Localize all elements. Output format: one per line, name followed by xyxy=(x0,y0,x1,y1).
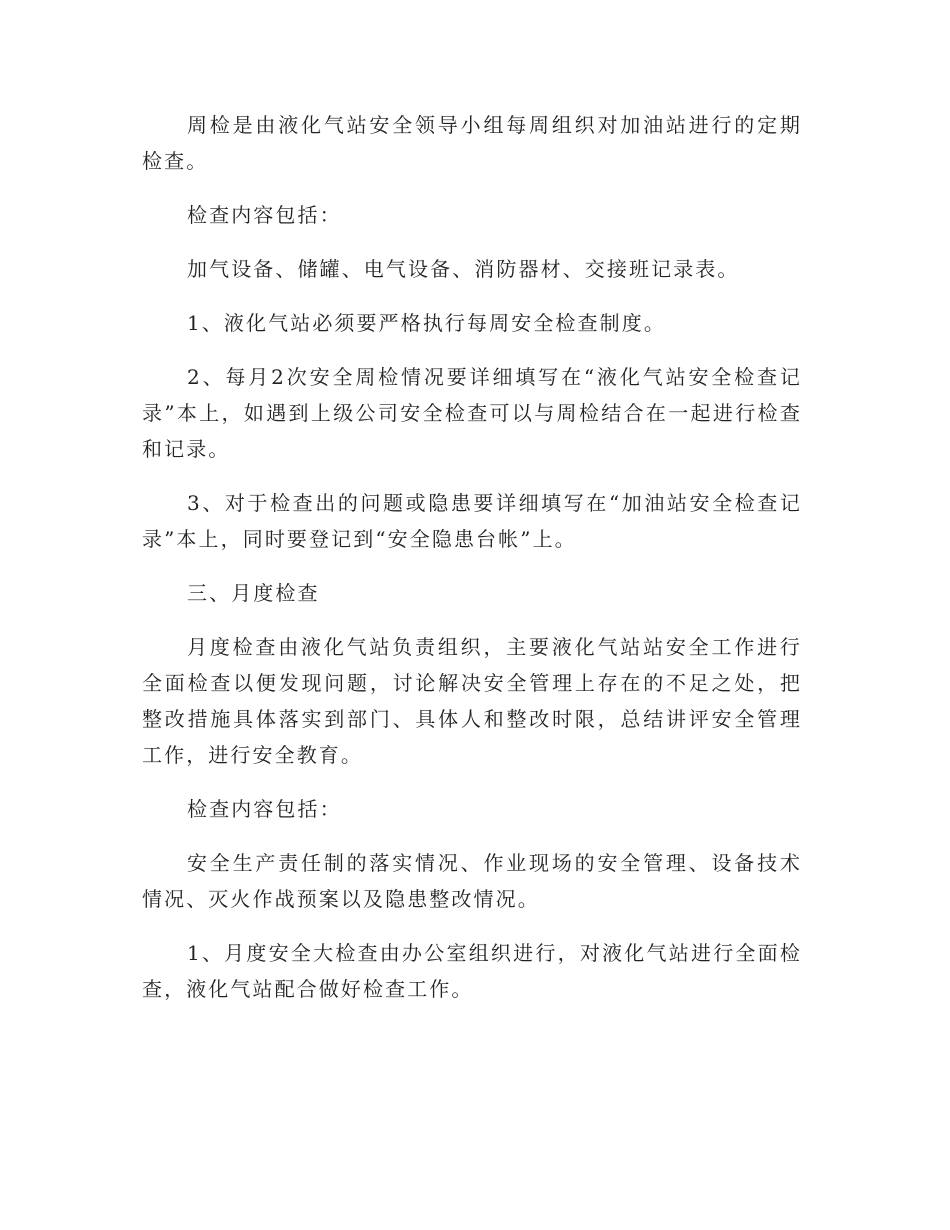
paragraph-monthly-check-description: 月度检查由液化气站负责组织，主要液化气站站安全工作进行全面检查以便发现问题，讨论解决安全管理上存在的不足之处，把整改措施具体落实到部门、具体人和整改时限，总结讲评安全管理工作，进行安全教育。 xyxy=(142,635,802,767)
paragraph-item-3: 3、对于检查出的问题或隐患要详细填写在“加油站安全检查记录”本上，同时要登记到“安全隐患台帐”上。 xyxy=(142,491,802,551)
paragraph-check-content-heading: 检查内容包括： xyxy=(187,203,342,227)
document-body xyxy=(142,107,802,1025)
section-heading-monthly-check: 三、月度检查 xyxy=(187,581,320,605)
paragraph-monthly-check-items: 安全生产责任制的落实情况、作业现场的安全管理、设备技术情况、灭火作战预案以及隐患整改情况。 xyxy=(142,851,802,911)
paragraph-weekly-check-definition: 周检是由液化气站安全领导小组每周组织对加油站进行的定期检查。 xyxy=(142,113,802,173)
paragraph-check-items: 加气设备、储罐、电气设备、消防器材、交接班记录表。 xyxy=(187,257,740,281)
paragraph-item-2: 2、每月2次安全周检情况要详细填写在“液化气站安全检查记录”本上，如遇到上级公司安全检查可以与周检结合在一起进行检查和记录。 xyxy=(142,365,802,461)
paragraph-item-1: 1、液化气站必须要严格执行每周安全检查制度。 xyxy=(187,311,666,335)
paragraph-check-content-heading-2: 检查内容包括： xyxy=(187,797,342,821)
paragraph-monthly-item-1: 1、月度安全大检查由办公室组织进行，对液化气站进行全面检查，液化气站配合做好检查工作。 xyxy=(142,941,802,1001)
